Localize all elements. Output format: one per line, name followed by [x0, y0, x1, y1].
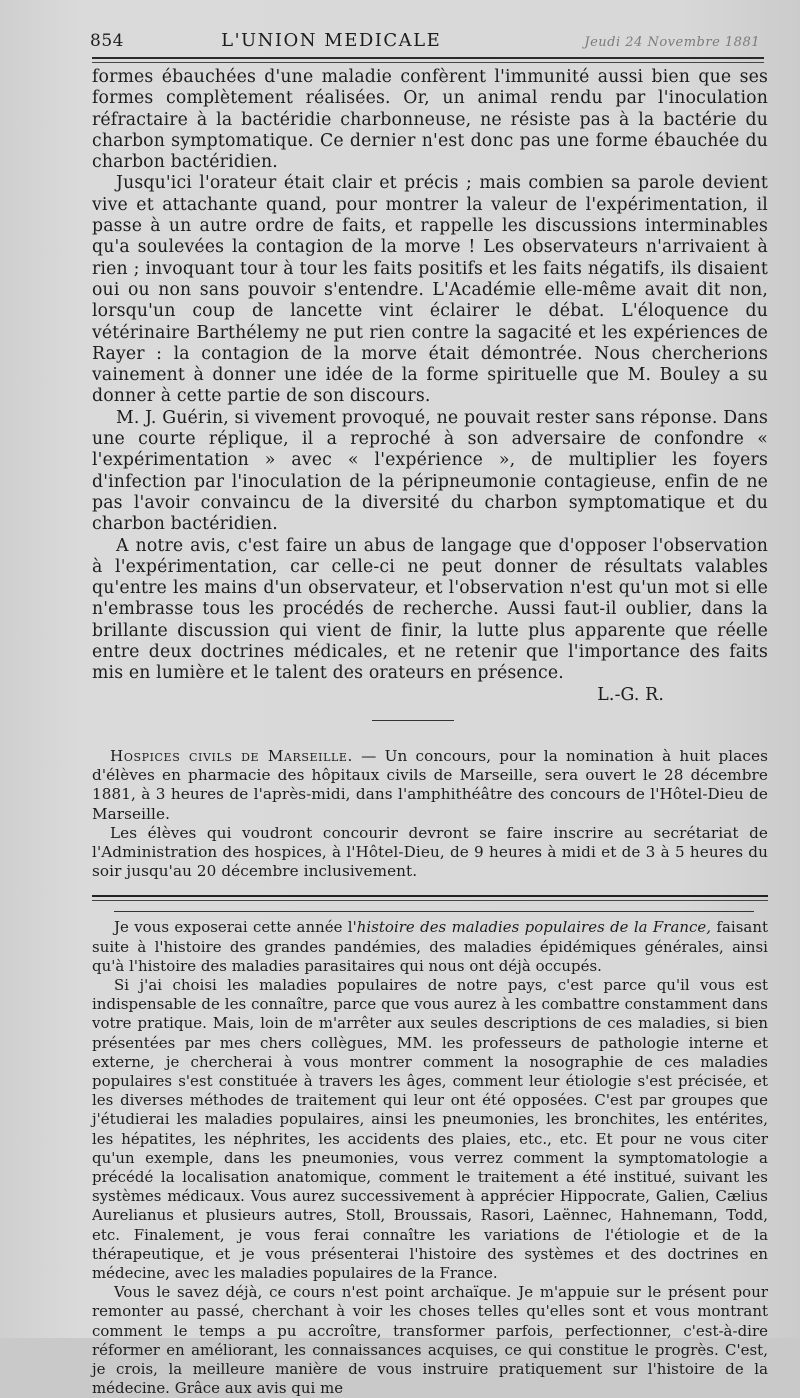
article-paragraph: M. J. Guérin, si vivement provoqué, ne pouvait rester sans réponse. Dans une courte réplique, il a reproché à son adversaire de confondre « l'expérimentation » avec « l'expérience », de multiplier les foyers d'infection par l'inoculation de la péripneumonie contagieuse, enfin de ne pas l'avoir convaincu de la diversité du charbon symptomatique et du charbon bactéridien. — [92, 407, 768, 535]
article-paragraph: formes ébauchées d'une maladie confèrent l'immunité aussi bien que ses formes complètement réalisées. Or, un animal rendu par l'inoculation réfractaire à la bactéridie charbonneuse, ne résiste pas à la bactérie du charbon symptomatique. Ce dernier n'est donc pas une forme ébauchée du charbon bactéridien. — [92, 67, 768, 173]
author-signature: L.-G. R. — [597, 684, 664, 705]
page-number: 854 — [90, 31, 124, 51]
lecture-text: Je vous exposerai cette année l' — [114, 918, 357, 937]
header-rule — [92, 57, 764, 59]
double-rule-divider — [92, 895, 768, 901]
notice-heading: Hospices civils de Marseille. — [110, 746, 353, 765]
news-notice — [92, 747, 768, 881]
notice-paragraph: Les élèves qui voudront concourir devront se faire inscrire au secrétariat de l'Administration des hospices, à l'Hôtel-Dieu, de 9 heures à midi et de 3 à 5 heures du soir jusqu'au 20 décembre inclusivement. — [92, 823, 768, 881]
header-rule-thin — [92, 62, 764, 63]
notice-text: — Un concours, pour la nomination à huit places d'élèves en pharmacie des hôpitaux civils de Marseille, sera ouvert le 28 décembre 1881, à 3 heures de l'après-midi, dans l'amphithéâtre des concours de l'Hôtel-Dieu de Marseille. — [92, 746, 768, 823]
lecture-section — [92, 918, 768, 1398]
lecture-paragraph: Vous le savez déjà, ce cours n'est point archaïque. Je m'appuie sur le présent pour remonter au passé, cherchant à voir les choses telles qu'elles sont et vous montrant comment le temps a pu accroître, transformer parfois, perfectionner, c'est-à-dire réformer en améliorant, les connaissances acquises, ce qui constitue le progrès. C'est, je crois, la meilleure manière de vous instruire pratiquement sur l'histoire de la médecine. Grâce aux avis qui me — [92, 1283, 768, 1398]
lecture-text: faisant suite à l'histoire des grandes pandémies, des maladies épidémiques générales, ainsi qu'à l'histoire des maladies parasitaires qui nous ont déjà occupés. — [92, 918, 768, 975]
section-divider — [372, 720, 454, 721]
lecture-paragraph: Si j'ai choisi les maladies populaires de notre pays, c'est parce qu'il vous est indispensable de les connaître, parce que vous aurez à les combattre constamment dans votre pratique. Mais, loin de m'arrêter aux seules descriptions de ces maladies, si bien présentées par mes chers collègues, MM. les professeurs de pathologie interne et externe, je chercherai à vous montrer comment la nosographie de ces maladies populaires s'est constituée à travers les âges, comment leur étiologie s'est précisée, et les diverses méthodes de traitement qui leur ont été opposées. C'est par groupes que j'étudierai les maladies populaires, ainsi les pneumonies, les bronchites, les entérites, les hépatites, les néphrites, les accidents des plaies, etc., etc. Et pour ne vous citer qu'un exemple, dans les pneumonies, vous verrez comment la symptomatologie a précédé la localisation anatomique, comment le traitement a été institué, suivant les systèmes médicaux. Vous aurez successivement à apprécier Hippocrate, Galien, Cælius Aurelianus et plusieurs autres, Stoll, Broussais, Rasori, Laënnec, Hahnemann, Todd, etc. Finalement, je vous ferai connaître les variations de l'étiologie et de la thérapeutique, et je vous présenterai l'histoire des systèmes et des doctrines en médecine, avec les maladies populaires de la France. — [92, 975, 768, 1282]
journal-title: L'UNION MEDICALE — [221, 30, 442, 51]
running-head — [92, 18, 760, 51]
article-paragraph: A notre avis, c'est faire un abus de langage que d'opposer l'observation à l'expérimentation, car celle-ci ne peut donner de résultats valables qu'entre les mains d'un observateur, et l'observation n'est qu'un mot si elle n'embrasse tous les procédés de recherche. Aussi faut-il oublier, dans la brillante discussion qui vient de finir, la lutte plus apparente que réelle entre deux doctrines médicales, et ne retenir que l'importance des faits mis en lumière et le talent des orateurs en présence. — [92, 535, 768, 684]
notice-paragraph — [92, 747, 768, 824]
lecture-paragraph — [92, 918, 768, 976]
lecture-title-italic: histoire des maladies populaires de la France, — [356, 918, 712, 937]
feuilleton-rule — [114, 911, 754, 912]
bleed-through-text: Jeudi 24 Novembre 1881 — [584, 35, 760, 50]
article-paragraph: Jusqu'ici l'orateur était clair et précis ; mais combien sa parole devient vive et attachante quand, pour montrer la valeur de l'expérimentation, il passe à un autre ordre de faits, et rappelle les discussions interminables qu'a soulevées la contagion de la morve ! Les observateurs n'arrivaient à rien ; invoquant tour à tour les faits positifs et les faits négatifs, ils disaient oui ou non sans pouvoir s'entendre. L'Académie elle-même avait dit non, lorsqu'un coup de lancette vint éclairer le débat. L'éloquence du vétérinaire Barthélemy ne put rien contre la sagacité et les expériences de Rayer : la contagion de la morve était démontrée. Nous chercherions vainement à donner une idée de la forme spirituelle que M. Bouley a su donner à cette partie de son discours. — [92, 173, 768, 407]
article-body — [92, 67, 768, 706]
